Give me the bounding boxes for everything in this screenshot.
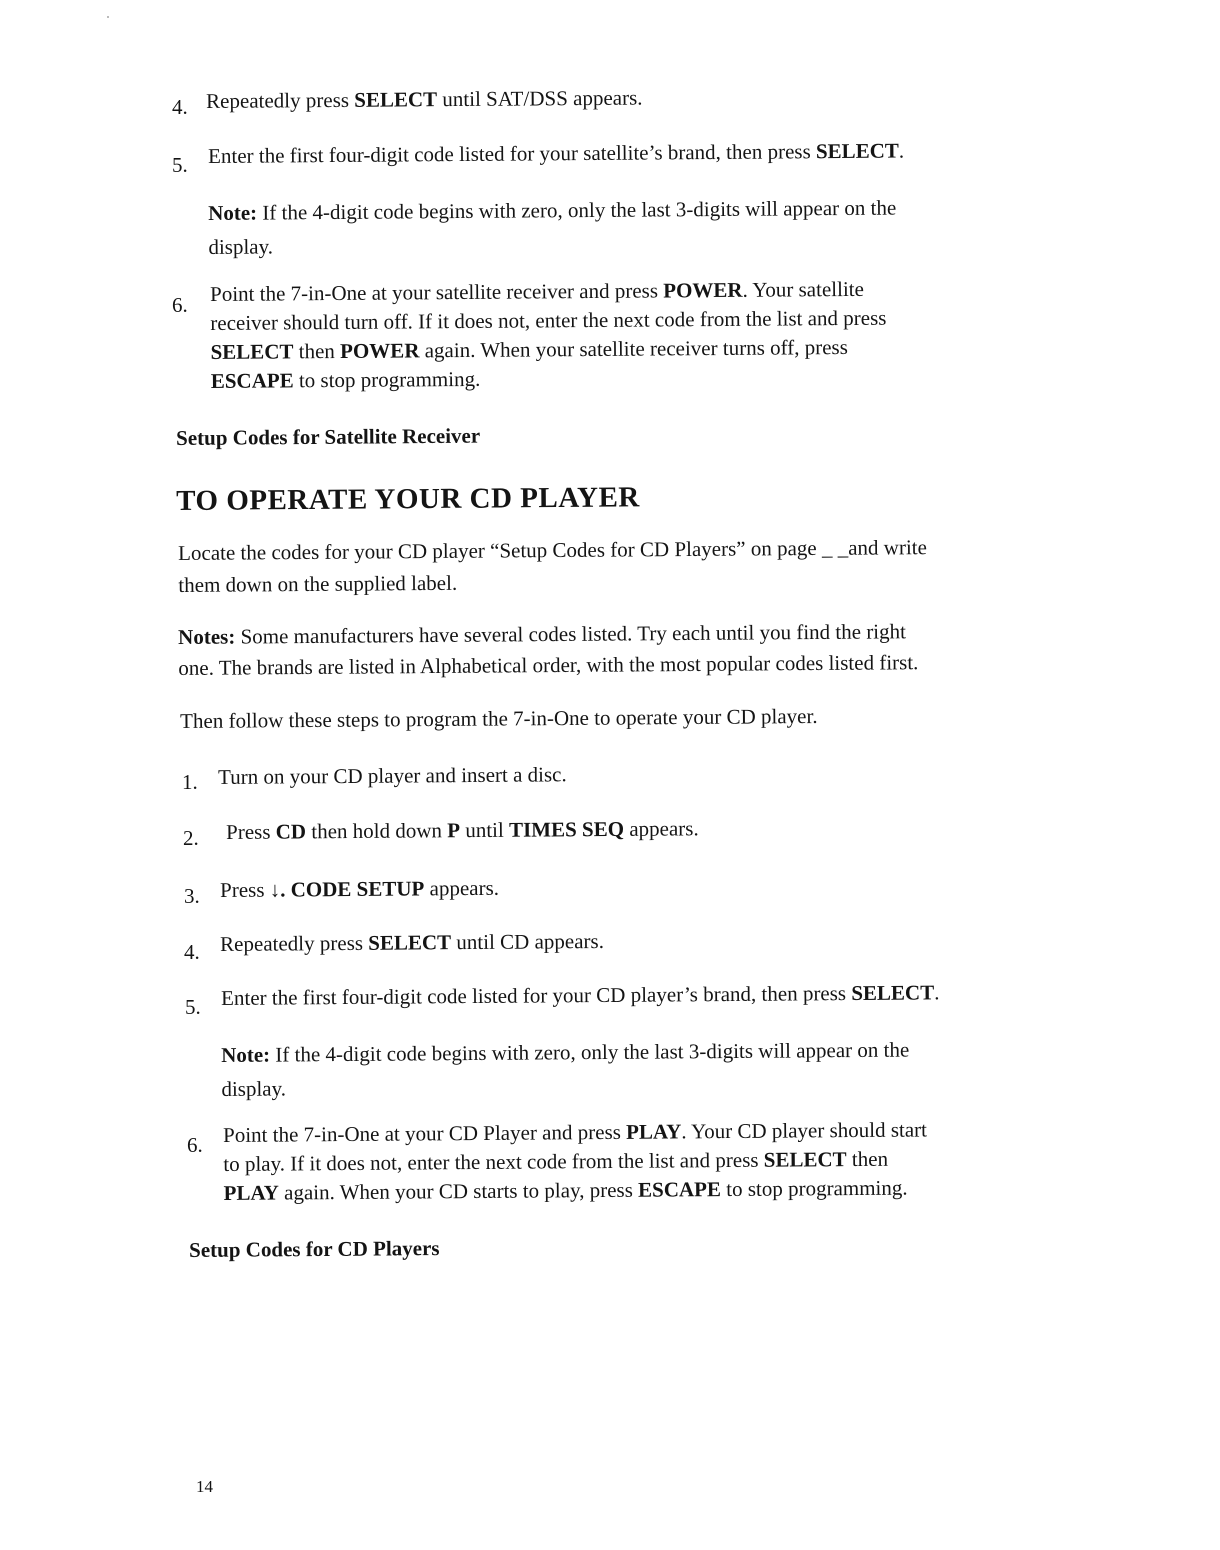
cd-intro-paragraph: Locate the codes for your CD player “Setup Codes for CD Players” on page _ _and write them down on the supplied label.	[178, 535, 927, 597]
note-label: Note:	[221, 1042, 271, 1067]
sat-note: Note: If the 4-digit code begins with zero, only the last 3-digits will appear on the display.	[208, 195, 897, 259]
sat-step-4: Repeatedly press SELECT until SAT/DSS appears.	[206, 85, 643, 113]
sat-step-5: Enter the first four-digit code listed for your satellite’s brand, then press SELECT.	[208, 138, 905, 168]
step-number: 5.	[185, 995, 201, 1019]
cd-codes-heading: Setup Codes for CD Players	[189, 1236, 440, 1262]
step-number: 3.	[184, 884, 200, 908]
cd-note: Note: If the 4-digit code begins with zero, only the last 3-digits will appear on the display.	[221, 1037, 910, 1101]
step-number: 6.	[172, 293, 188, 317]
page-number: 14	[196, 1477, 213, 1496]
note-label: Note:	[208, 200, 258, 225]
sat-step-6: Point the 7-in-One at your satellite receiver and press POWER. Your satellite receiver should turn off. If it does not, enter the next code from the list and press SELECT then POWER again. When your satellite receiver turns off, press ESCAPE to stop programming.	[210, 276, 887, 393]
cd-step-1: Turn on your CD player and insert a disc.	[218, 762, 567, 789]
step-number: 6.	[187, 1133, 203, 1157]
step-number: 2.	[183, 826, 199, 850]
step-number: 5.	[172, 153, 188, 177]
notes-label: Notes:	[178, 624, 236, 649]
step-number: 4.	[184, 940, 200, 964]
cd-step-2: Press CD then hold down P until TIMES SEQ appears.	[226, 816, 699, 844]
section-heading: TO OPERATE YOUR CD PLAYER	[176, 481, 640, 517]
cd-step-6: Point the 7-in-One at your CD Player and press PLAY. Your CD player should start to play. If it does not, enter the next code from the list and press SELECT then PLAY again. When your CD starts to play, press ESCAPE to stop programming.	[223, 1117, 928, 1205]
cd-step-5: Enter the first four-digit code listed for your CD player’s brand, then press SELECT.	[221, 980, 940, 1010]
cd-notes-paragraph: Notes: Some manufacturers have several codes listed. Try each until you find the right one. The brands are listed in Alphabetical order, with the most popular codes listed first.	[178, 619, 919, 680]
cd-step-3: Press ↓. CODE SETUP appears.	[220, 875, 500, 902]
cd-step-4: Repeatedly press SELECT until CD appears.	[220, 928, 605, 956]
satellite-codes-heading: Setup Codes for Satellite Receiver	[176, 423, 481, 450]
scan-speck	[107, 16, 109, 18]
down-arrow-icon: ↓.	[269, 877, 286, 902]
step-number: 1.	[182, 770, 198, 794]
step-number: 4.	[172, 95, 188, 119]
cd-then-paragraph: Then follow these steps to program the 7-in-One to operate your CD player.	[180, 703, 818, 733]
